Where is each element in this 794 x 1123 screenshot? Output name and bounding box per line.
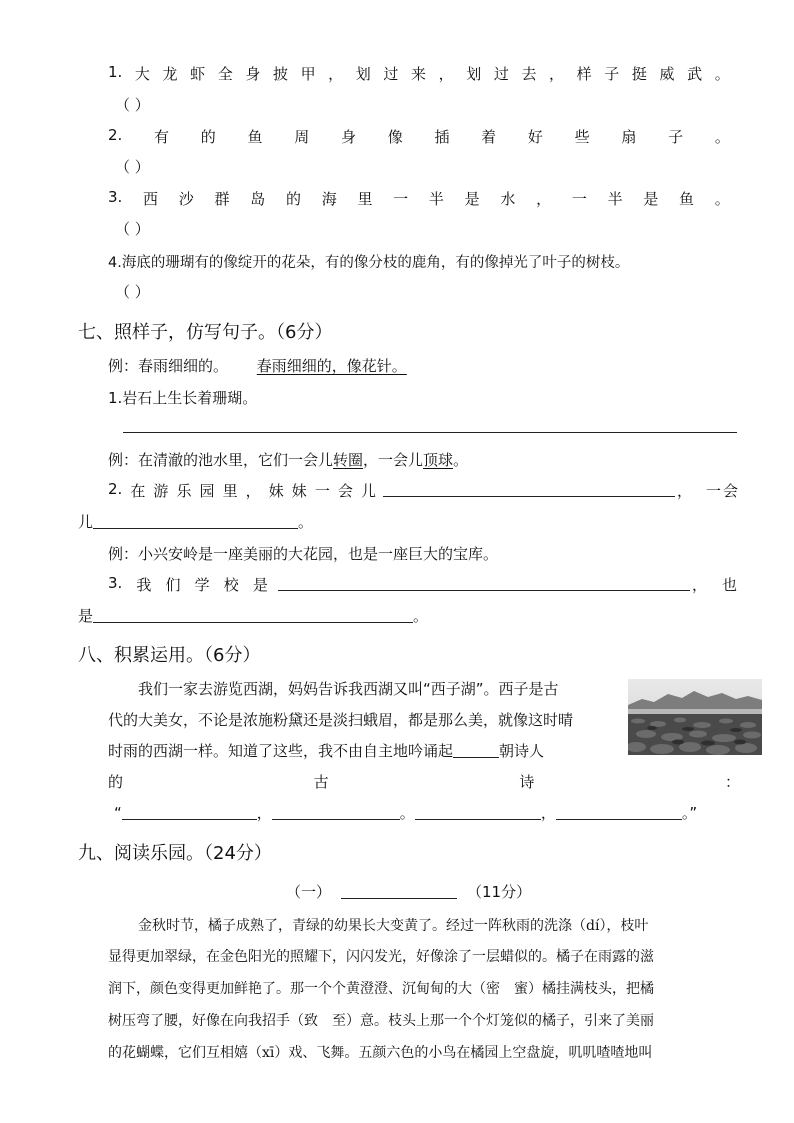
q8-line-2: 代的大美女，不论是浓施粉黛还是淡扫蛾眉，都是那么美，就像这时晴 — [108, 711, 574, 729]
char: 是 — [464, 190, 480, 208]
char: 身 — [340, 128, 356, 146]
poem-comma: ， — [256, 804, 272, 822]
example-1-answer: 春雨细细的，像花针。 — [256, 357, 407, 375]
poem-comma-2: ， — [540, 804, 556, 822]
answer-paren-3[interactable]: （ ） — [115, 220, 150, 238]
char: 有 — [154, 128, 170, 146]
answer-paren-1[interactable]: （ ） — [115, 96, 150, 114]
answer-blank-dynasty[interactable] — [453, 741, 499, 758]
char: 样 — [576, 65, 592, 83]
poem-period: 。 — [399, 804, 415, 822]
lotus-lake-photo — [628, 679, 762, 755]
example-1-prefix: 例：春雨细细的。 — [108, 357, 229, 375]
reading-number: （一） — [286, 883, 332, 901]
char: 妹 — [291, 482, 307, 500]
char: 划 — [466, 65, 482, 83]
char: 园 — [199, 482, 215, 500]
q6-item-2 — [108, 126, 730, 147]
quote-open: “ — [114, 804, 122, 822]
char: 周 — [294, 128, 310, 146]
char: 的 — [285, 190, 301, 208]
quote-close: 。” — [681, 804, 698, 822]
answer-blank-7-2a[interactable] — [383, 480, 675, 497]
char: 去 — [521, 65, 537, 83]
poem-blanks-line — [114, 802, 697, 823]
char: 大 — [134, 65, 150, 83]
reading-line-5: 的花蝴蝶，它们互相嬉（xī）戏、飞舞。五颜六色的小鸟在橘园上空盘旋，叽叽喳喳地叫 — [108, 1045, 653, 1061]
char: 我 — [136, 576, 152, 594]
example-2-text: 例：在清澈的池水里，它们一会儿 — [108, 451, 334, 469]
reading-title-blank[interactable] — [341, 882, 457, 899]
char: 里 — [222, 482, 238, 500]
item-7-3-line2 — [78, 605, 428, 626]
reading-line-3: 润下，颜色变得更加鲜艳了。那一个个黄澄澄、沉甸甸的大（密 蜜）橘挂满枝头，把橘 — [108, 981, 654, 997]
item-7-2-char: 儿 — [78, 513, 94, 531]
char: ， — [549, 65, 565, 83]
char: 里 — [357, 190, 373, 208]
char: 。 — [714, 190, 730, 208]
char: 甲 — [300, 65, 316, 83]
item-7-3-end: 也 — [722, 576, 738, 594]
q6-item-3 — [108, 188, 730, 209]
char: 会 — [337, 482, 353, 500]
reading-points: （11分） — [467, 883, 532, 901]
char: 校 — [223, 576, 239, 594]
item-7-1: 1.岩石上生长着珊瑚。 — [108, 389, 258, 407]
char: 学 — [194, 576, 210, 594]
char: 一 — [571, 190, 587, 208]
char: 妹 — [268, 482, 284, 500]
char: 好 — [527, 128, 543, 146]
char: 半 — [607, 190, 623, 208]
char: 划 — [355, 65, 371, 83]
char: 的 — [108, 773, 124, 791]
example-2-underline-1: 转圈 — [333, 451, 364, 469]
answer-blank-7-3b[interactable] — [93, 606, 413, 623]
item-7-3-comma: ， — [692, 576, 708, 594]
char: 披 — [272, 65, 288, 83]
char: 半 — [428, 190, 444, 208]
example-2-mid: ，一会儿 — [363, 451, 424, 469]
item-number: 3. — [108, 188, 123, 206]
poem-blank-1[interactable] — [122, 803, 257, 820]
char: 。 — [714, 128, 730, 146]
q8-line-3 — [108, 740, 544, 761]
item-7-2-dot: 。 — [298, 513, 314, 531]
answer-line-7-1[interactable] — [123, 432, 737, 433]
char: 身 — [245, 65, 261, 83]
example-2-underline-2: 顶球 — [423, 451, 454, 469]
char: ， — [245, 482, 261, 500]
char: 。 — [714, 65, 730, 83]
char: 沙 — [178, 190, 194, 208]
char: 在 — [130, 482, 146, 500]
example-1 — [108, 355, 407, 376]
char: 挺 — [631, 65, 647, 83]
char: 游 — [153, 482, 169, 500]
char: ， — [536, 190, 552, 208]
char: 威 — [659, 65, 675, 83]
poem-blank-4[interactable] — [556, 803, 682, 820]
item-7-3-char: 是 — [78, 607, 94, 625]
item-7-2-end: 一会 — [706, 482, 741, 500]
reading-line-1: 金秋时节，橘子成熟了，青绿的幼果长大变黄了。经过一阵秋雨的洗涤（dí），枝叶 — [138, 918, 649, 934]
char: 扇 — [621, 128, 637, 146]
char: 来 — [411, 65, 427, 83]
char: 岛 — [250, 190, 266, 208]
item-number: 2. — [108, 126, 123, 144]
q8-line-3-text: 时雨的西湖一样。知道了这些，我不由自主地吟诵起 — [108, 742, 454, 760]
char: ， — [328, 65, 344, 83]
char: 虾 — [190, 65, 206, 83]
char: 鱼 — [679, 190, 695, 208]
item-7-2-text — [108, 480, 376, 501]
char: 2. — [108, 480, 123, 498]
answer-paren-4[interactable]: （ ） — [115, 283, 150, 301]
q8-line-3-end: 朝诗人 — [499, 742, 545, 760]
char: 西 — [143, 190, 159, 208]
answer-blank-7-2b[interactable] — [93, 512, 298, 529]
char: 全 — [217, 65, 233, 83]
reading-line-2: 显得更加翠绿，在金色阳光的照耀下，闪闪发光，好像涂了一层蜡似的。橘子在雨露的滋 — [108, 949, 654, 965]
q6-item-1 — [108, 63, 730, 84]
char: 3. — [108, 574, 123, 592]
char: 的 — [200, 128, 216, 146]
section-7-title: 七、照样子，仿写句子。（6分） — [78, 322, 333, 343]
char: 龙 — [162, 65, 178, 83]
example-2 — [108, 449, 468, 470]
section-9-title: 九、阅读乐园。（24分） — [78, 843, 272, 864]
char: 像 — [387, 128, 403, 146]
reading-subtitle — [286, 881, 531, 902]
q6-item-4: 4.海底的珊瑚有的像绽开的花朵，有的像分枝的鹿角，有的像掉光了叶子的树枝。 — [108, 255, 630, 271]
char: 乐 — [176, 482, 192, 500]
char: 一 — [393, 190, 409, 208]
char: 是 — [252, 576, 268, 594]
example-3: 例：小兴安岭是一座美丽的大花园，也是一座巨大的宝库。 — [108, 545, 499, 563]
char: 些 — [574, 128, 590, 146]
item-7-2-line2 — [78, 511, 313, 532]
poem-blank-3[interactable] — [415, 803, 541, 820]
answer-blank-7-3a[interactable] — [278, 574, 690, 591]
char: 鱼 — [247, 128, 263, 146]
item-number: 1. — [108, 63, 123, 81]
char: 过 — [383, 65, 399, 83]
char: 古 — [313, 773, 329, 791]
item-7-3-dot: 。 — [413, 607, 429, 625]
item-7-2-comma: ， — [677, 482, 693, 500]
char: 子 — [604, 65, 620, 83]
char: ： — [724, 773, 740, 791]
char: 海 — [321, 190, 337, 208]
reading-line-4: 树压弯了腰，好像在向我招手（致 至）意。枝头上那一个个灯笼似的橘子，引来了美丽 — [108, 1013, 654, 1029]
char: 着 — [481, 128, 497, 146]
char: ， — [438, 65, 454, 83]
section-8-title: 八、积累运用。（6分） — [78, 645, 261, 666]
char: 水 — [500, 190, 516, 208]
char: 插 — [434, 128, 450, 146]
char: 是 — [643, 190, 659, 208]
char: 们 — [165, 576, 181, 594]
char: 诗 — [519, 773, 535, 791]
char: 武 — [687, 65, 703, 83]
item-7-3-text — [108, 574, 268, 595]
q8-line-1: 我们一家去游览西湖，妈妈告诉我西湖又叫“西子湖”。西子是古 — [138, 680, 559, 698]
poem-blank-2[interactable] — [272, 803, 400, 820]
example-2-end: 。 — [453, 451, 469, 469]
char: 群 — [214, 190, 230, 208]
answer-paren-2[interactable]: （ ） — [115, 158, 150, 176]
char: 儿 — [360, 482, 376, 500]
char: 子 — [668, 128, 684, 146]
char: 一 — [314, 482, 330, 500]
q8-line-4 — [108, 771, 740, 792]
char: 过 — [493, 65, 509, 83]
